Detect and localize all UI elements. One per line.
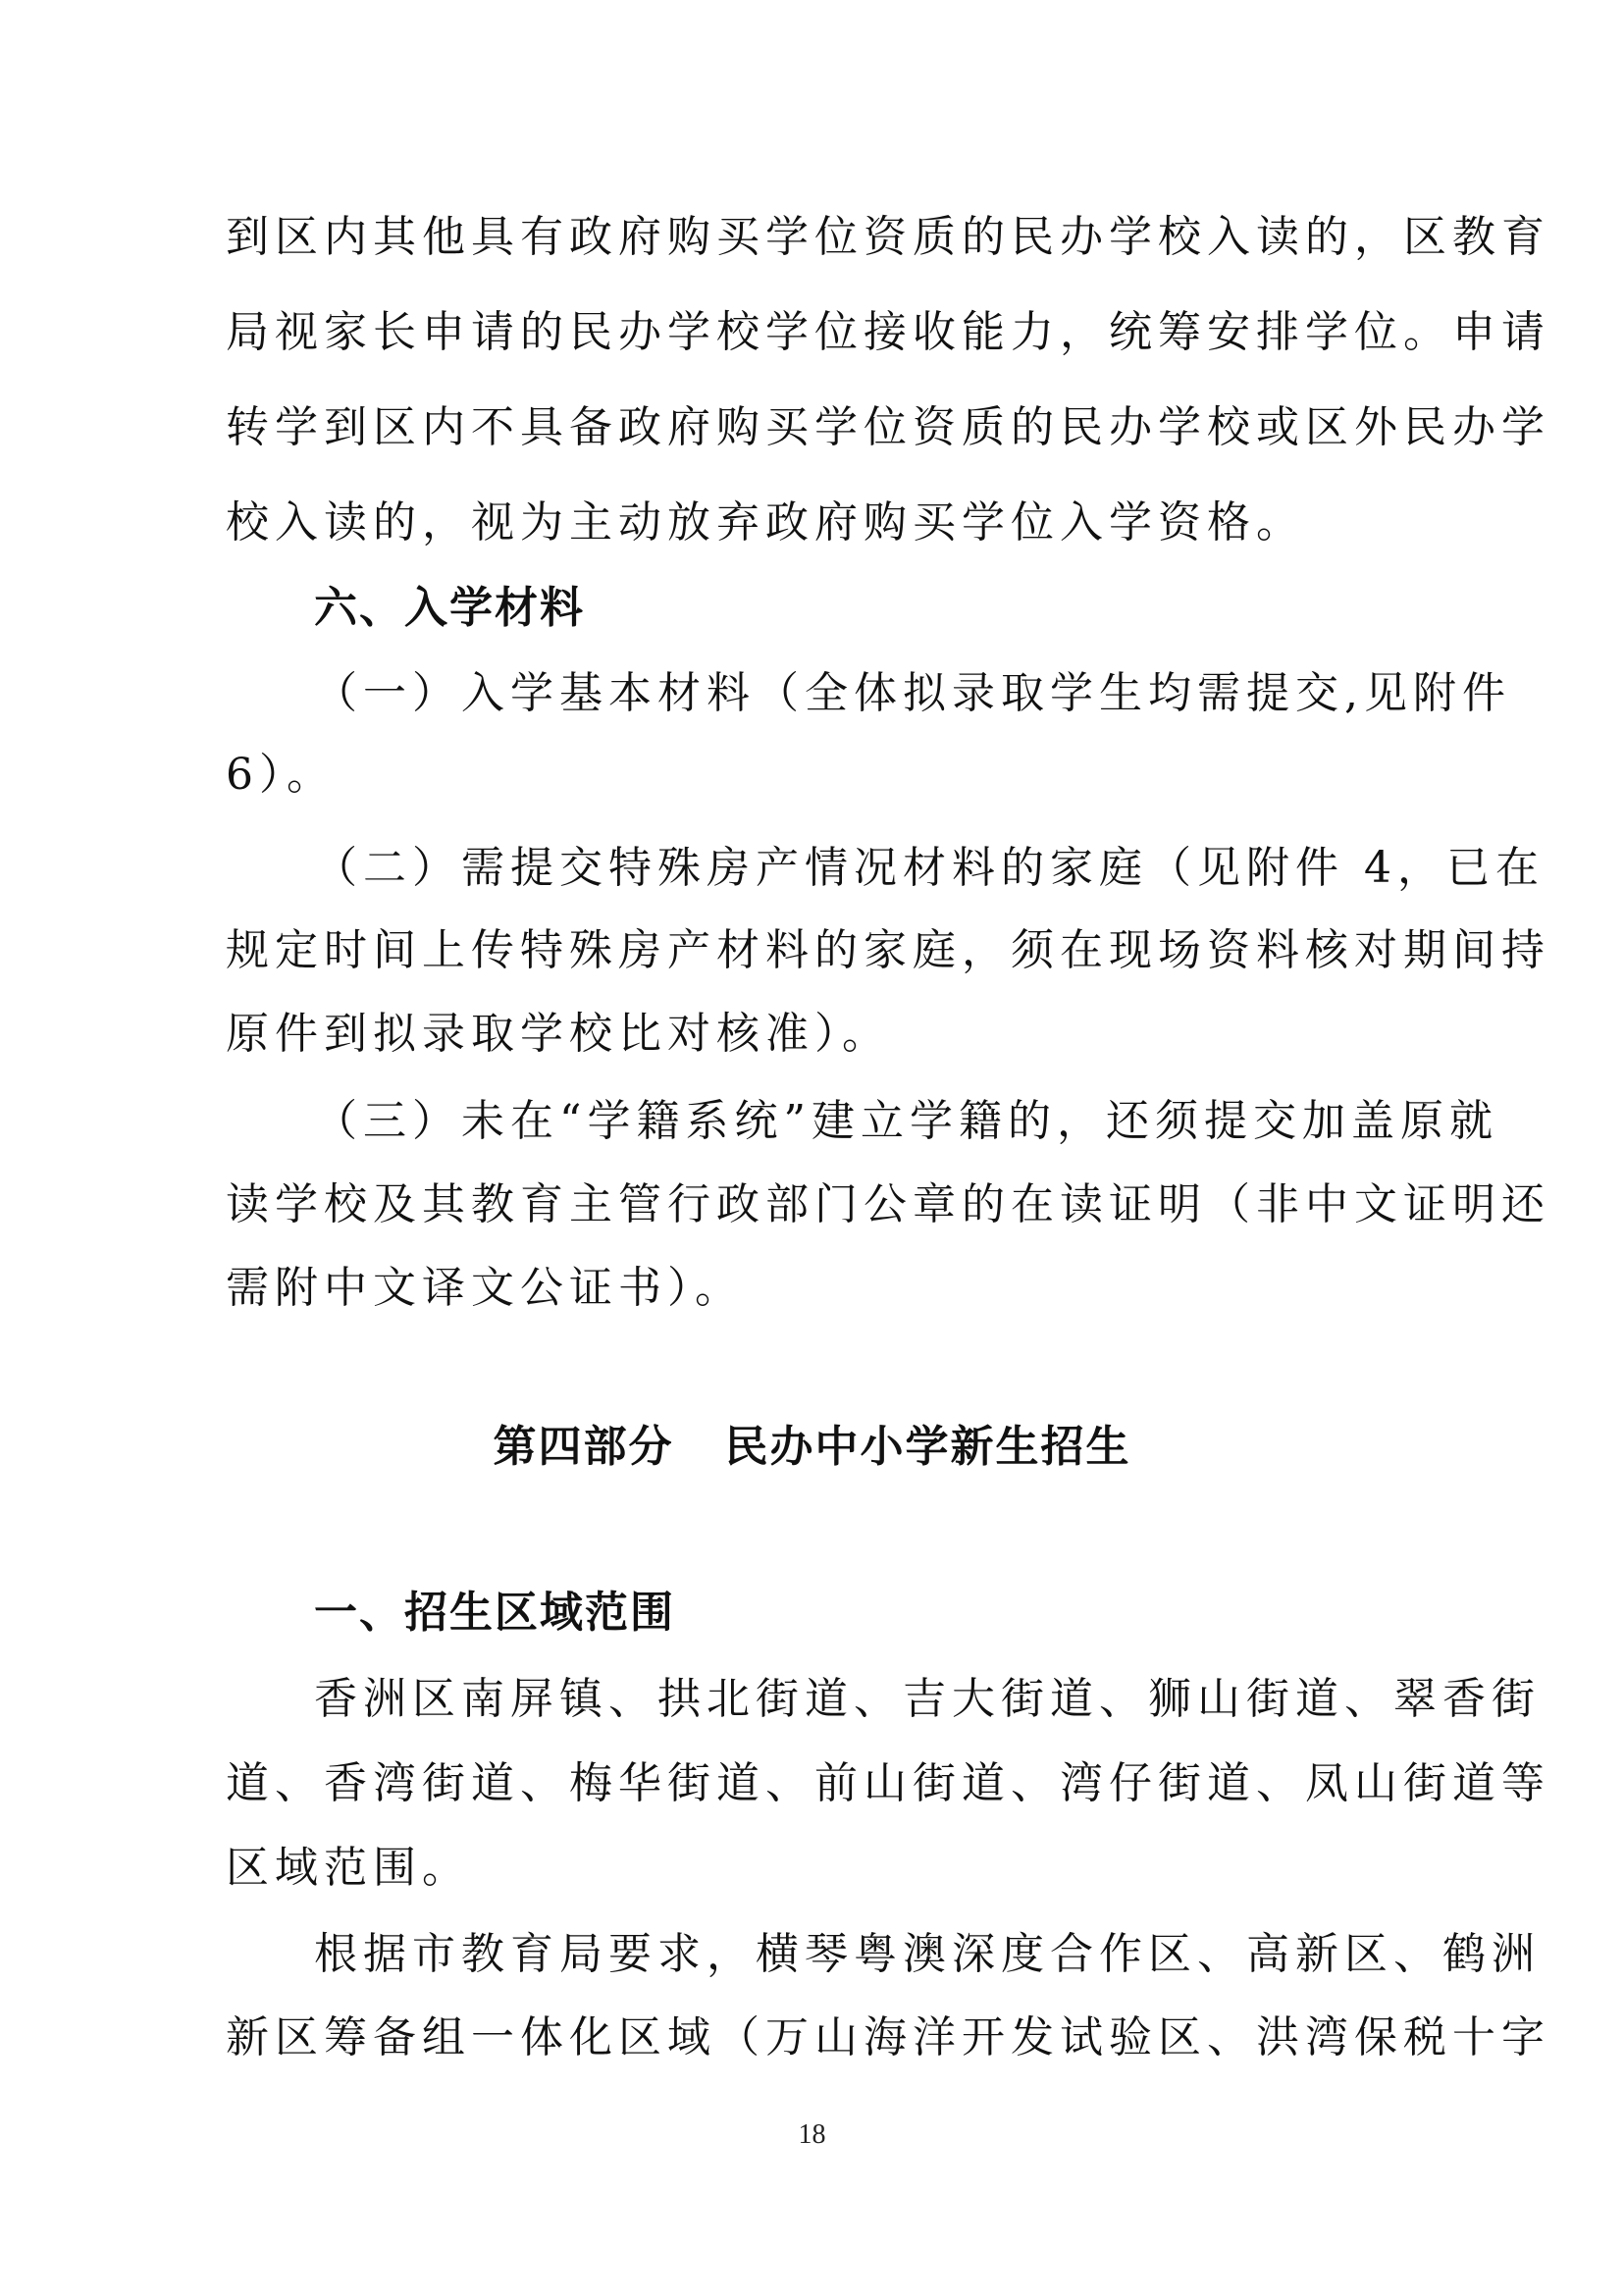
- body-text-line: 区域范围。: [226, 1843, 471, 1893]
- body-text-line: 新区筹备组一体化区域（万山海洋开发试验区、洪湾保税十字: [226, 2012, 1550, 2062]
- list-item-text-line: （一）入学基本材料（全体拟录取学生均需提交,见附件: [314, 668, 1511, 718]
- list-item-text-line: 原件到拟录取学校比对核准）。: [226, 1009, 891, 1059]
- list-item-text-line: （二）需提交特殊房产情况材料的家庭（见附件 4，已在: [314, 843, 1545, 893]
- body-text-line: 根据市教育局要求，横琴粤澳深度合作区、高新区、鹤洲: [314, 1929, 1541, 1979]
- list-item-text-line: 需附中文译文公证书）。: [226, 1263, 744, 1313]
- body-text-line: 局视家长申请的民办学校学位接收能力，统筹安排学位。申请: [226, 307, 1550, 357]
- section-heading: 一、招生区域范围: [314, 1588, 675, 1638]
- page-number: 18: [798, 2119, 826, 2150]
- list-item-text-line: 6）。: [226, 750, 336, 800]
- body-text-line: 道、香湾街道、梅华街道、前山街道、湾仔街道、凤山街道等: [226, 1758, 1550, 1808]
- part-title: 第四部分 民办中小学新生招生: [493, 1422, 1131, 1472]
- body-text-line: 到区内其他具有政府购买学位资质的民办学校入读的，区教育: [226, 212, 1550, 262]
- list-item-text-line: （三）未在“学籍系统”建立学籍的，还须提交加盖原就: [314, 1096, 1498, 1146]
- body-text-line: 校入读的，视为主动放弃政府购买学位入学资格。: [226, 497, 1305, 548]
- body-text-line: 转学到区内不具备政府购买学位资质的民办学校或区外民办学: [226, 402, 1550, 452]
- list-item-text-line: 读学校及其教育主管行政部门公章的在读证明（非中文证明还: [226, 1179, 1550, 1229]
- section-heading: 六、入学材料: [314, 583, 585, 633]
- body-text-line: 香洲区南屏镇、拱北街道、吉大街道、狮山街道、翠香街: [314, 1674, 1541, 1724]
- list-item-text-line: 规定时间上传特殊房产材料的家庭，须在现场资料核对期间持: [226, 925, 1550, 975]
